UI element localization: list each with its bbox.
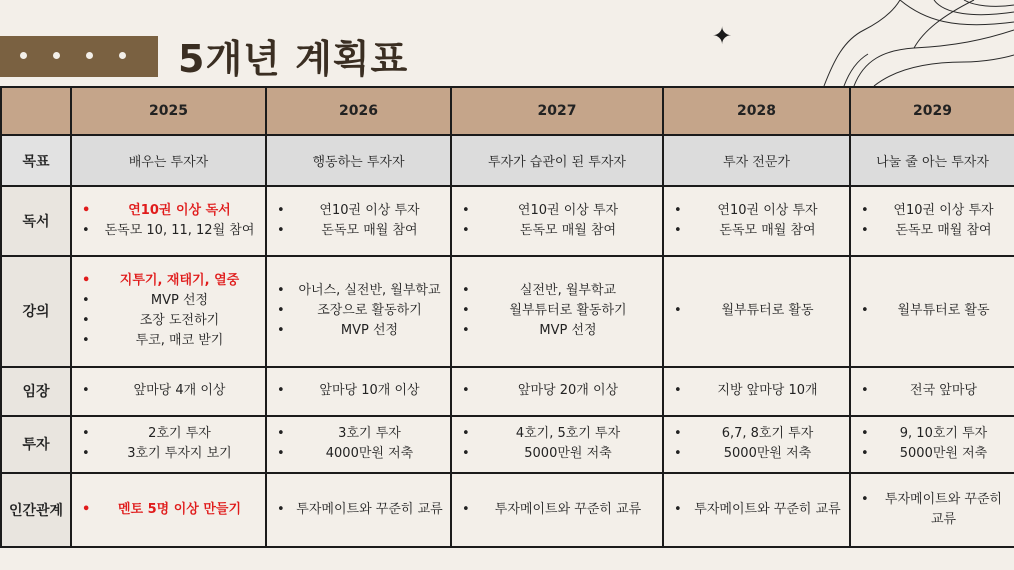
bullet-list: [857, 381, 1008, 401]
bullet-list: [670, 500, 843, 520]
list-item: • 4000만원 저축: [273, 444, 444, 464]
list-item: • 돈독모 매월 참여: [857, 221, 1008, 241]
list-item: • MVP 선정: [458, 321, 656, 341]
list-item: • 돈독모 10, 11, 12월 참여: [78, 221, 259, 241]
year-header: 2028: [663, 87, 850, 135]
dot: [119, 52, 126, 59]
page-title: 5개년 계획표: [178, 37, 409, 81]
table-cell: [266, 416, 451, 473]
flower-illustration: [814, 0, 1014, 88]
title-accent-bar: [0, 36, 158, 77]
list-item: • 연10권 이상 투자: [458, 201, 656, 221]
table-cell: [451, 256, 663, 367]
list-item: • 2호기 투자: [78, 424, 259, 444]
bullet-list: [670, 424, 843, 464]
table-cell: [850, 186, 1014, 256]
row-label: 임장: [1, 367, 71, 416]
list-item: • MVP 선정: [273, 321, 444, 341]
table-cell: [451, 367, 663, 416]
table-cell: [663, 256, 850, 367]
list-item: • 연10권 이상 투자: [857, 201, 1008, 221]
bullet-list: [78, 271, 259, 351]
list-item: • 9, 10호기 투자: [857, 424, 1008, 444]
list-item: • 투코, 매코 받기: [78, 331, 259, 351]
sparkle-icon: ✦: [712, 22, 733, 50]
list-item: • 연10권 이상 투자: [273, 201, 444, 221]
row-label: 투자: [1, 416, 71, 473]
table-row: [1, 135, 1014, 186]
list-item: • 실전반, 월부학교: [458, 281, 656, 301]
dot: [86, 52, 93, 59]
list-item: • 월부튜터로 활동: [857, 301, 1008, 321]
bullet-list: [78, 424, 259, 464]
list-item: • 전국 앞마당: [857, 381, 1008, 401]
row-label: 독서: [1, 186, 71, 256]
table-row: [1, 367, 1014, 416]
list-item: • 돈독모 매월 참여: [273, 221, 444, 241]
list-item: • 3호기 투자지 보기: [78, 444, 259, 464]
list-item: • 돈독모 매월 참여: [670, 221, 843, 241]
list-item: • 연10권 이상 투자: [670, 201, 843, 221]
list-item: • 투자메이트와 꾸준히 교류: [458, 500, 656, 520]
bullet-list: [273, 381, 444, 401]
table-cell: 나눌 줄 아는 투자자: [850, 135, 1014, 186]
table-cell: [451, 473, 663, 547]
list-item: • 조장으로 활동하기: [273, 301, 444, 321]
table-cell: [71, 186, 266, 256]
table-cell: [266, 186, 451, 256]
table-row: [1, 256, 1014, 367]
list-item: • 아너스, 실전반, 월부학교: [273, 281, 444, 301]
bullet-list: [273, 201, 444, 241]
bullet-list: [78, 500, 259, 520]
list-item: • 5000만원 저축: [670, 444, 843, 464]
bullet-list: [670, 301, 843, 321]
table-cell: 행동하는 투자자: [266, 135, 451, 186]
list-item: • 투자메이트와 꾸준히 교류: [857, 490, 1008, 530]
list-item: • 5000만원 저축: [458, 444, 656, 464]
list-item: • 투자메이트와 꾸준히 교류: [273, 500, 444, 520]
list-item: • 3호기 투자: [273, 424, 444, 444]
table-cell: [663, 416, 850, 473]
table-body: [1, 135, 1014, 547]
list-item: • 5000만원 저축: [857, 444, 1008, 464]
table-cell: [850, 256, 1014, 367]
bullet-list: [78, 381, 259, 401]
list-item: • 지투기, 재태기, 열중: [78, 271, 259, 291]
list-item: • 월부튜터로 활동하기: [458, 301, 656, 321]
table-cell: [266, 256, 451, 367]
list-item: • 월부튜터로 활동: [670, 301, 843, 321]
bullet-list: [458, 201, 656, 241]
row-label: 목표: [1, 135, 71, 186]
bullet-list: [273, 500, 444, 520]
dot: [20, 52, 27, 59]
bullet-list: [670, 381, 843, 401]
dot: [53, 52, 60, 59]
list-item: • 연10권 이상 독서: [78, 201, 259, 221]
bullet-list: [857, 201, 1008, 241]
table-cell: 투자 전문가: [663, 135, 850, 186]
table-cell: [663, 473, 850, 547]
list-item: • 앞마당 10개 이상: [273, 381, 444, 401]
table-cell: [663, 367, 850, 416]
table-cell: [71, 367, 266, 416]
table-row: [1, 473, 1014, 547]
list-item: • 멘토 5명 이상 만들기: [78, 500, 259, 520]
list-item: • 지방 앞마당 10개: [670, 381, 843, 401]
bullet-list: [458, 381, 656, 401]
row-label: 강의: [1, 256, 71, 367]
list-item: • 조장 도전하기: [78, 311, 259, 331]
list-item: • 4호기, 5호기 투자: [458, 424, 656, 444]
bullet-list: [273, 424, 444, 464]
table-cell: [71, 256, 266, 367]
bullet-list: [273, 281, 444, 341]
year-header: 2026: [266, 87, 451, 135]
table-cell: [850, 416, 1014, 473]
list-item: • 앞마당 4개 이상: [78, 381, 259, 401]
table-cell: 배우는 투자자: [71, 135, 266, 186]
bullet-list: [857, 490, 1008, 530]
bullet-list: [78, 201, 259, 241]
bullet-list: [857, 424, 1008, 464]
bullet-list: [458, 424, 656, 464]
year-header: 2029: [850, 87, 1014, 135]
bullet-list: [670, 201, 843, 241]
list-item: • 투자메이트와 꾸준히 교류: [670, 500, 843, 520]
row-label: 인간관계: [1, 473, 71, 547]
bullet-list: [857, 301, 1008, 321]
table-row: [1, 186, 1014, 256]
five-year-plan-table: [0, 86, 1014, 548]
table-cell: [451, 186, 663, 256]
table-cell: [266, 473, 451, 547]
list-item: • 돈독모 매월 참여: [458, 221, 656, 241]
year-header: 2027: [451, 87, 663, 135]
table-cell: [850, 367, 1014, 416]
list-item: • 6,7, 8호기 투자: [670, 424, 843, 444]
table-cell: 투자가 습관이 된 투자자: [451, 135, 663, 186]
table-cell: [663, 186, 850, 256]
year-header: 2025: [71, 87, 266, 135]
list-item: • 앞마당 20개 이상: [458, 381, 656, 401]
table-cell: [266, 367, 451, 416]
corner-cell: [1, 87, 71, 135]
table-cell: [850, 473, 1014, 547]
list-item: • MVP 선정: [78, 291, 259, 311]
table-cell: [451, 416, 663, 473]
decorative-dots: [20, 52, 126, 59]
bullet-list: [458, 281, 656, 341]
bullet-list: [458, 500, 656, 520]
table-cell: [71, 416, 266, 473]
table-cell: [71, 473, 266, 547]
header-row: [1, 87, 1014, 135]
table-row: [1, 416, 1014, 473]
